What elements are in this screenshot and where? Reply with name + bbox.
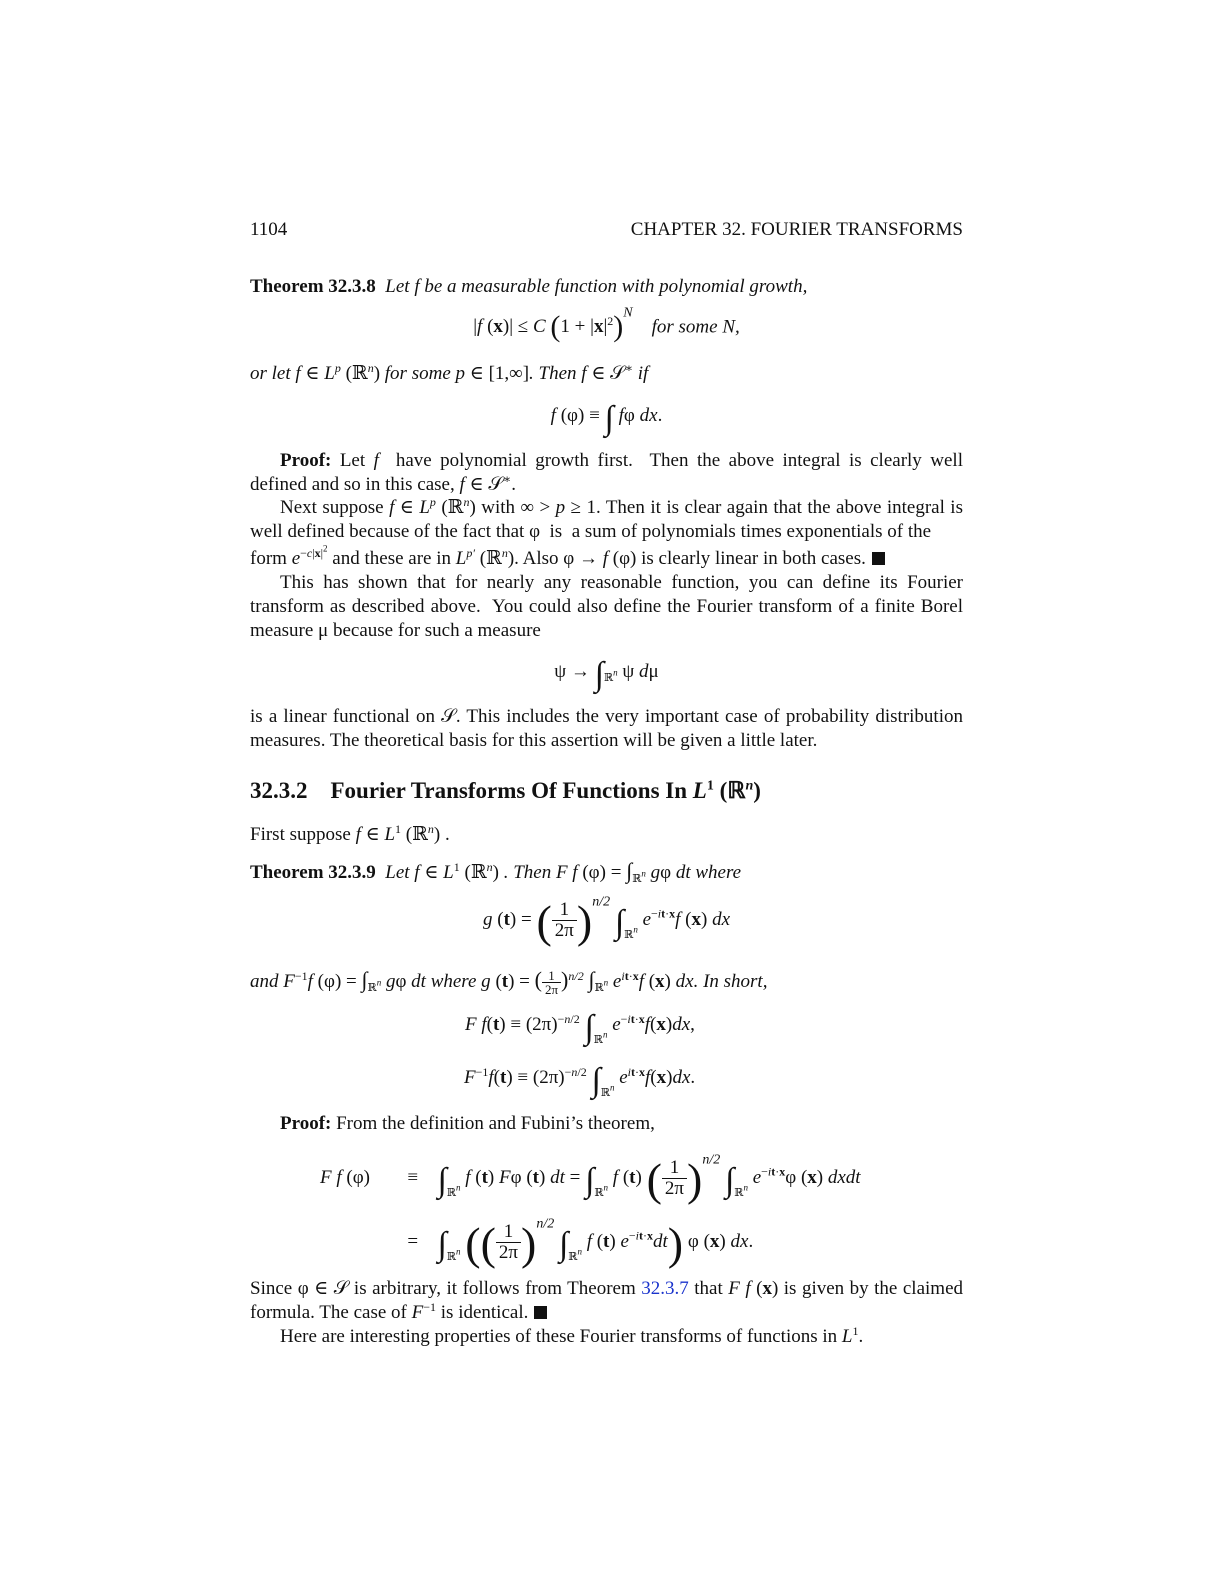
qed-icon <box>872 552 885 565</box>
equation-fubini-line-2: = $\int_{ℝ^n}$ (( $\frac{1}{2\pi}$ )$^{n/2}$ $\int_{ℝ^n}$ f (t) $e^{-it\cdot x}dt$) φ (x) dx. <box>407 1216 754 1269</box>
theorem-32-3-9-statement: Theorem 32.3.9 Let f ∈ $L^1$ (ℝ$^n$) . Then F f $(\varphi) = \int_{ℝ^n}$ gφ dt where <box>250 858 742 885</box>
qed-icon-2 <box>534 1306 547 1319</box>
equation-measure-functional: $\psi \to \int_{ℝ^n}$ ψ dμ <box>554 656 659 693</box>
proof-1-paragraph-2-end: form $e^{-c|x|^2}$ and these are in $L^{p'}$ (ℝ$^n$). Also φ → f (φ) is clearly linear in both cases. <box>250 547 963 571</box>
text-paragraph-1: This has shown that for nearly any reasonable function, you can define its Fourier transform as described above. You could also define the Fourier transform of a finite Borel measure μ because for such a measure <box>250 572 963 641</box>
equation-fourier-transform: F $f(t) \equiv (2\pi)^{-n/2}$ $\int_{ℝ^n}$ $e^{-it\cdot x}f(x)dx$, <box>465 1009 695 1047</box>
closing-line: Here are interesting properties of these Fourier transforms of functions in $L^1$. <box>280 1323 864 1347</box>
equation-inverse-inline: and $F^{-1}f$ $(\varphi) = \int_{ℝ^n}$ gφ dt where g (t) = ( $\frac{1}{2\pi}$ )$^{n/2}$ $\int_{ℝ^n}$ $e^{it\cdot x}f$ (x) dx. In short, <box>250 967 768 998</box>
equation-g-definition: g (t) = ( $\frac{1}{2\pi}$ )$^{n/2}$ $\int_{ℝ^n}$ $e^{-it\cdot x}f$ (x) dx <box>482 894 730 947</box>
equation-inverse-fourier-transform: $F^{-1}f(t) \equiv (2\pi)^{-n/2}$ $\int_{ℝ^n}$ $e^{it\cdot x}f(x)dx$. <box>464 1062 696 1100</box>
theorem-continuation: or let f ∈ $L^p$ (ℝ$^n$) for some p ∈ [1,∞]. Then f ∈ 𝒮∗ if <box>250 360 649 384</box>
equation-polynomial-growth: |f (x)| ≤ C $(1 + |x|^2)^N$ for some N, <box>473 306 740 344</box>
running-head: CHAPTER 32. FOURIER TRANSFORMS <box>630 219 963 240</box>
equation-f-phi: f (φ) ≡ ∫ fφ dx. <box>550 400 663 437</box>
theorem-text: Let f be a measurable function with polynomial growth, <box>385 276 808 297</box>
section-title: Fourier Transforms Of Functions In <box>330 778 688 803</box>
theorem-label: Theorem 32.3.8 <box>250 276 376 297</box>
proof-2-intro: Proof: From the definition and Fubini’s theorem, <box>280 1113 655 1134</box>
section-number: 32.3.2 <box>250 778 308 803</box>
proof-2-conclusion: Since φ ∈ 𝒮 is arbitrary, it follows from Theorem 32.3.7 that F f (x) is given by the claimed formula. The case of $F^{-1}$ is identical. <box>250 1278 963 1323</box>
proof-1-paragraph-1: Proof: Let f have polynomial growth first. Then the above integral is clearly well defined and so in this case, f ∈ 𝒮∗. <box>250 450 963 495</box>
theorem-label-2: Theorem 32.3.9 <box>250 862 376 883</box>
first-suppose: First suppose f ∈ $L^1$ (ℝ$^n$) . <box>250 821 450 845</box>
proof-label-2: Proof: <box>280 1113 332 1134</box>
section-heading: 32.3.2 Fourier Transforms Of Functions In $L^1$ (ℝ$^n$) <box>250 778 761 803</box>
page <box>250 0 963 1584</box>
theorem-reference-link[interactable]: 32.3.7 <box>641 1278 689 1299</box>
page-number: 1104 <box>250 219 288 240</box>
proof-label: Proof: <box>280 450 332 471</box>
text-paragraph-2: is a linear functional on 𝒮. This includes the very important case of probability distribution measures. The theoretical basis for this assertion will be given a little later. <box>250 706 963 751</box>
page-header <box>250 218 963 244</box>
equation-fubini-line-1: F f $(\varphi) \equiv \int_{ℝ^n}$ f (t) Fφ (t) dt = $\int_{ℝ^n}$ f (t) ( $\frac{1}{2\pi}$ )$^{n/2}$ $\int_{ℝ^n}$ $e^{-it\cdot x}\varphi$ (x) dxdt <box>320 1152 861 1205</box>
proof-1-paragraph-2: Next suppose f ∈ $L^p$ (ℝ$^n$) with ∞ > p ≥ 1. Then it is clear again that the above integral is well defined because of the fact that φ is a sum of polynomials times exponentials of the <box>250 494 963 542</box>
theorem-32-3-8-statement <box>250 275 963 299</box>
